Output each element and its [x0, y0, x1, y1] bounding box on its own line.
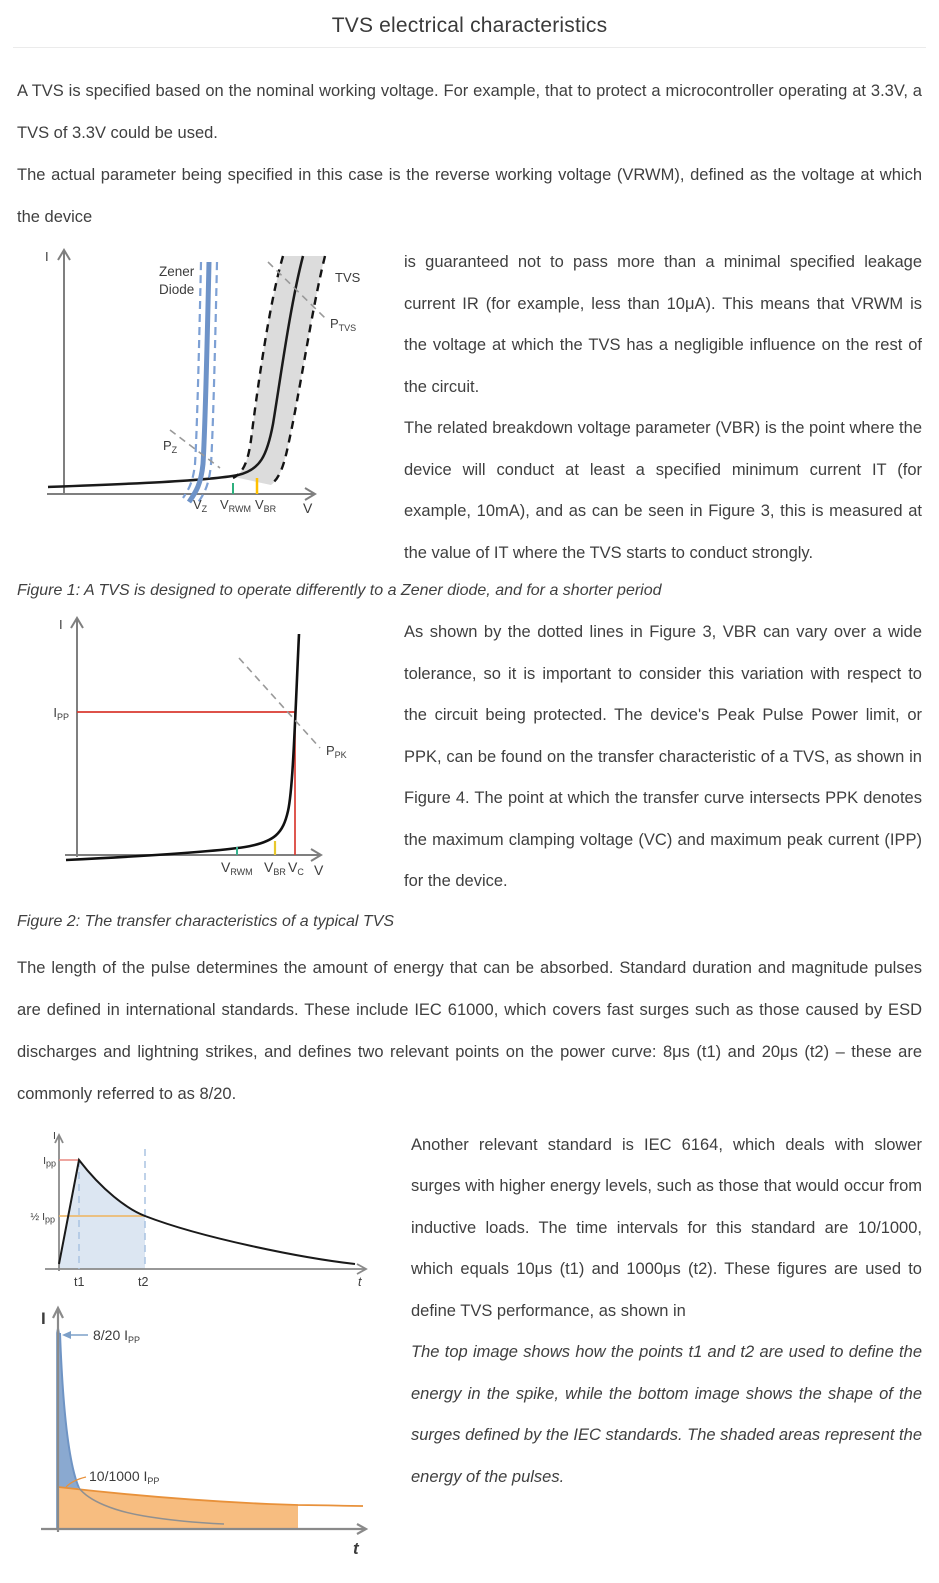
- figure2-tvs-transfer-chart: [17, 612, 395, 902]
- fig4-spike-arrow-head: [62, 1331, 71, 1339]
- paragraph-vrwm-cont: is guaranteed not to pass more than a minimal specified leakage current IR (for example, less than 10μA). This means that VRWM is the voltage at which the TVS has a negligible influence on the rest of the circuit.: [404, 253, 922, 396]
- figure3-pulse-energy-chart: [17, 1125, 395, 1297]
- fig1-tvs-label: TVS: [335, 270, 361, 285]
- fig1-zener-label-line2: Diode: [159, 282, 195, 297]
- fig1-ptvs-label: $P_{TVS}$: [330, 316, 357, 333]
- fig3-energy-shaded-area: [59, 1160, 145, 1269]
- fig4-y-axis-label: I: [41, 1308, 46, 1328]
- fig3-ipp-label: Ipp: [43, 1154, 56, 1168]
- fig2-vc-label: $V_C$: [288, 859, 304, 877]
- page-title: TVS electrical characteristics: [331, 14, 608, 37]
- fig3-t1-label: t1: [74, 1274, 85, 1289]
- fig3-y-axis-label: I: [53, 1129, 56, 1142]
- paragraph-vrwm-lead: The actual parameter being specified in this case is the reverse working voltage (VRWM), defined as the voltage at which the device: [17, 166, 922, 226]
- fig4-surge-label: 10/1000 $I_{PP}$: [89, 1467, 160, 1486]
- title-divider: [13, 47, 926, 48]
- figure1-container: [17, 242, 402, 538]
- fig1-vrwm-label: $V_{RWM}$: [220, 497, 252, 514]
- figure1-row: [17, 242, 922, 574]
- fig1-x-axis-label: V: [303, 500, 313, 516]
- fig4-x-axis-label: t: [353, 1538, 359, 1558]
- fig1-zener-label-line1: Zener: [159, 264, 195, 279]
- figure4-surge-shapes-chart: [29, 1305, 387, 1583]
- paragraph-pulse-standards: The length of the pulse determines the amount of energy that can be absorbed. Standard duration and magnitude pulses are defined in international standards. These include IEC 61000, which covers fast surges such as those caused by ESD discharges and lightning strikes, and defines two relevant points on the power curve: 8μs (t1) and 20μs (t2) – these are commonly referred to as 8/20.: [17, 958, 922, 1103]
- paragraph-intro: A TVS is specified based on the nominal working voltage. For example, that to protect a microcontroller operating at 3.3V, a TVS of 3.3V could be used.: [17, 82, 922, 142]
- fig2-transfer-curve: [66, 634, 299, 860]
- fig2-ppk-power-line: [239, 658, 320, 748]
- fig2-ipp-label: $I_{PP}$: [53, 705, 69, 722]
- paragraph-images-description: The top image shows how the points t1 and t2 are used to define the energy in the spike, while the bottom image shows the shape of the surges defined by the IEC standards. The shaded areas represent the energy of the pulses.: [411, 1343, 922, 1486]
- paragraph-iec6164: Another relevant standard is IEC 6164, which deals with slower surges with higher energy levels, such as those that would occur from inductive loads. The time intervals for this standard are 10/1000, which equals 10μs (t1) and 1000μs (t2). These figures are used to define TVS performance, as shown in: [411, 1135, 922, 1320]
- pulse-figures-row: [17, 1125, 922, 1583]
- fig1-zener-left-dashed: [183, 262, 201, 498]
- fig2-vrwm-label: $V_{RWM}$: [221, 859, 253, 877]
- fig2-x-axis-label: V: [314, 862, 324, 878]
- pulse-figures-column: [17, 1125, 409, 1583]
- fig3-x-axis-label: t: [358, 1274, 362, 1289]
- figure1-side-text: [402, 242, 922, 574]
- fig1-y-axis-label: I: [45, 249, 49, 264]
- paragraph-vbr: The related breakdown voltage parameter (VBR) is the point where the device will conduct at least a specified minimum current IT (for example, 10mA), and as can be seen in Figure 3, this is measured at the value of IT where the TVS starts to conduct strongly.: [404, 419, 922, 562]
- fig1-pz-label: $P_Z$: [163, 438, 178, 455]
- fig3-t2-label: t2: [138, 1274, 149, 1289]
- pulse-side-text: [409, 1125, 922, 1499]
- fig1-vz-label: $V_Z$: [193, 497, 208, 514]
- fig1-vbr-label: $V_{BR}$: [255, 497, 277, 514]
- fig4-surge-fill: [58, 1487, 298, 1529]
- figure2-side-text: [402, 612, 922, 903]
- paragraph-ppk: As shown by the dotted lines in Figure 3, VBR can vary over a wide tolerance, so it is important to consider this variation with respect to the circuit being protected. The device's Peak Pulse Power limit, or PPK, can be found on the transfer characteristic of a TVS, as shown in Figure 4. The point at which the transfer curve intersects PPK denotes the maximum clamping voltage (VC) and maximum peak current (IPP) for the device.: [404, 623, 922, 890]
- figure2-caption: Figure 2: The transfer characteristics of a typical TVS: [17, 912, 395, 930]
- figure2-container: [17, 612, 402, 902]
- fig2-ppk-label: $P_{PK}$: [326, 743, 347, 760]
- fig2-vbr-label: $V_{BR}$: [264, 859, 286, 877]
- figure1-zener-vs-tvs-chart: [17, 242, 395, 538]
- fig3-half-ipp-label: ½ Ipp: [30, 1210, 55, 1224]
- document-page: [0, 14, 939, 1583]
- figure2-row: [17, 612, 922, 903]
- fig2-y-axis-label: I: [59, 617, 63, 632]
- fig1-tvs-tolerance-band: [234, 256, 325, 485]
- figure1-caption: Figure 1: A TVS is designed to operate differently to a Zener diode, and for a shorter period: [17, 582, 662, 599]
- fig4-spike-label: 8/20 $I_{PP}$: [93, 1326, 141, 1345]
